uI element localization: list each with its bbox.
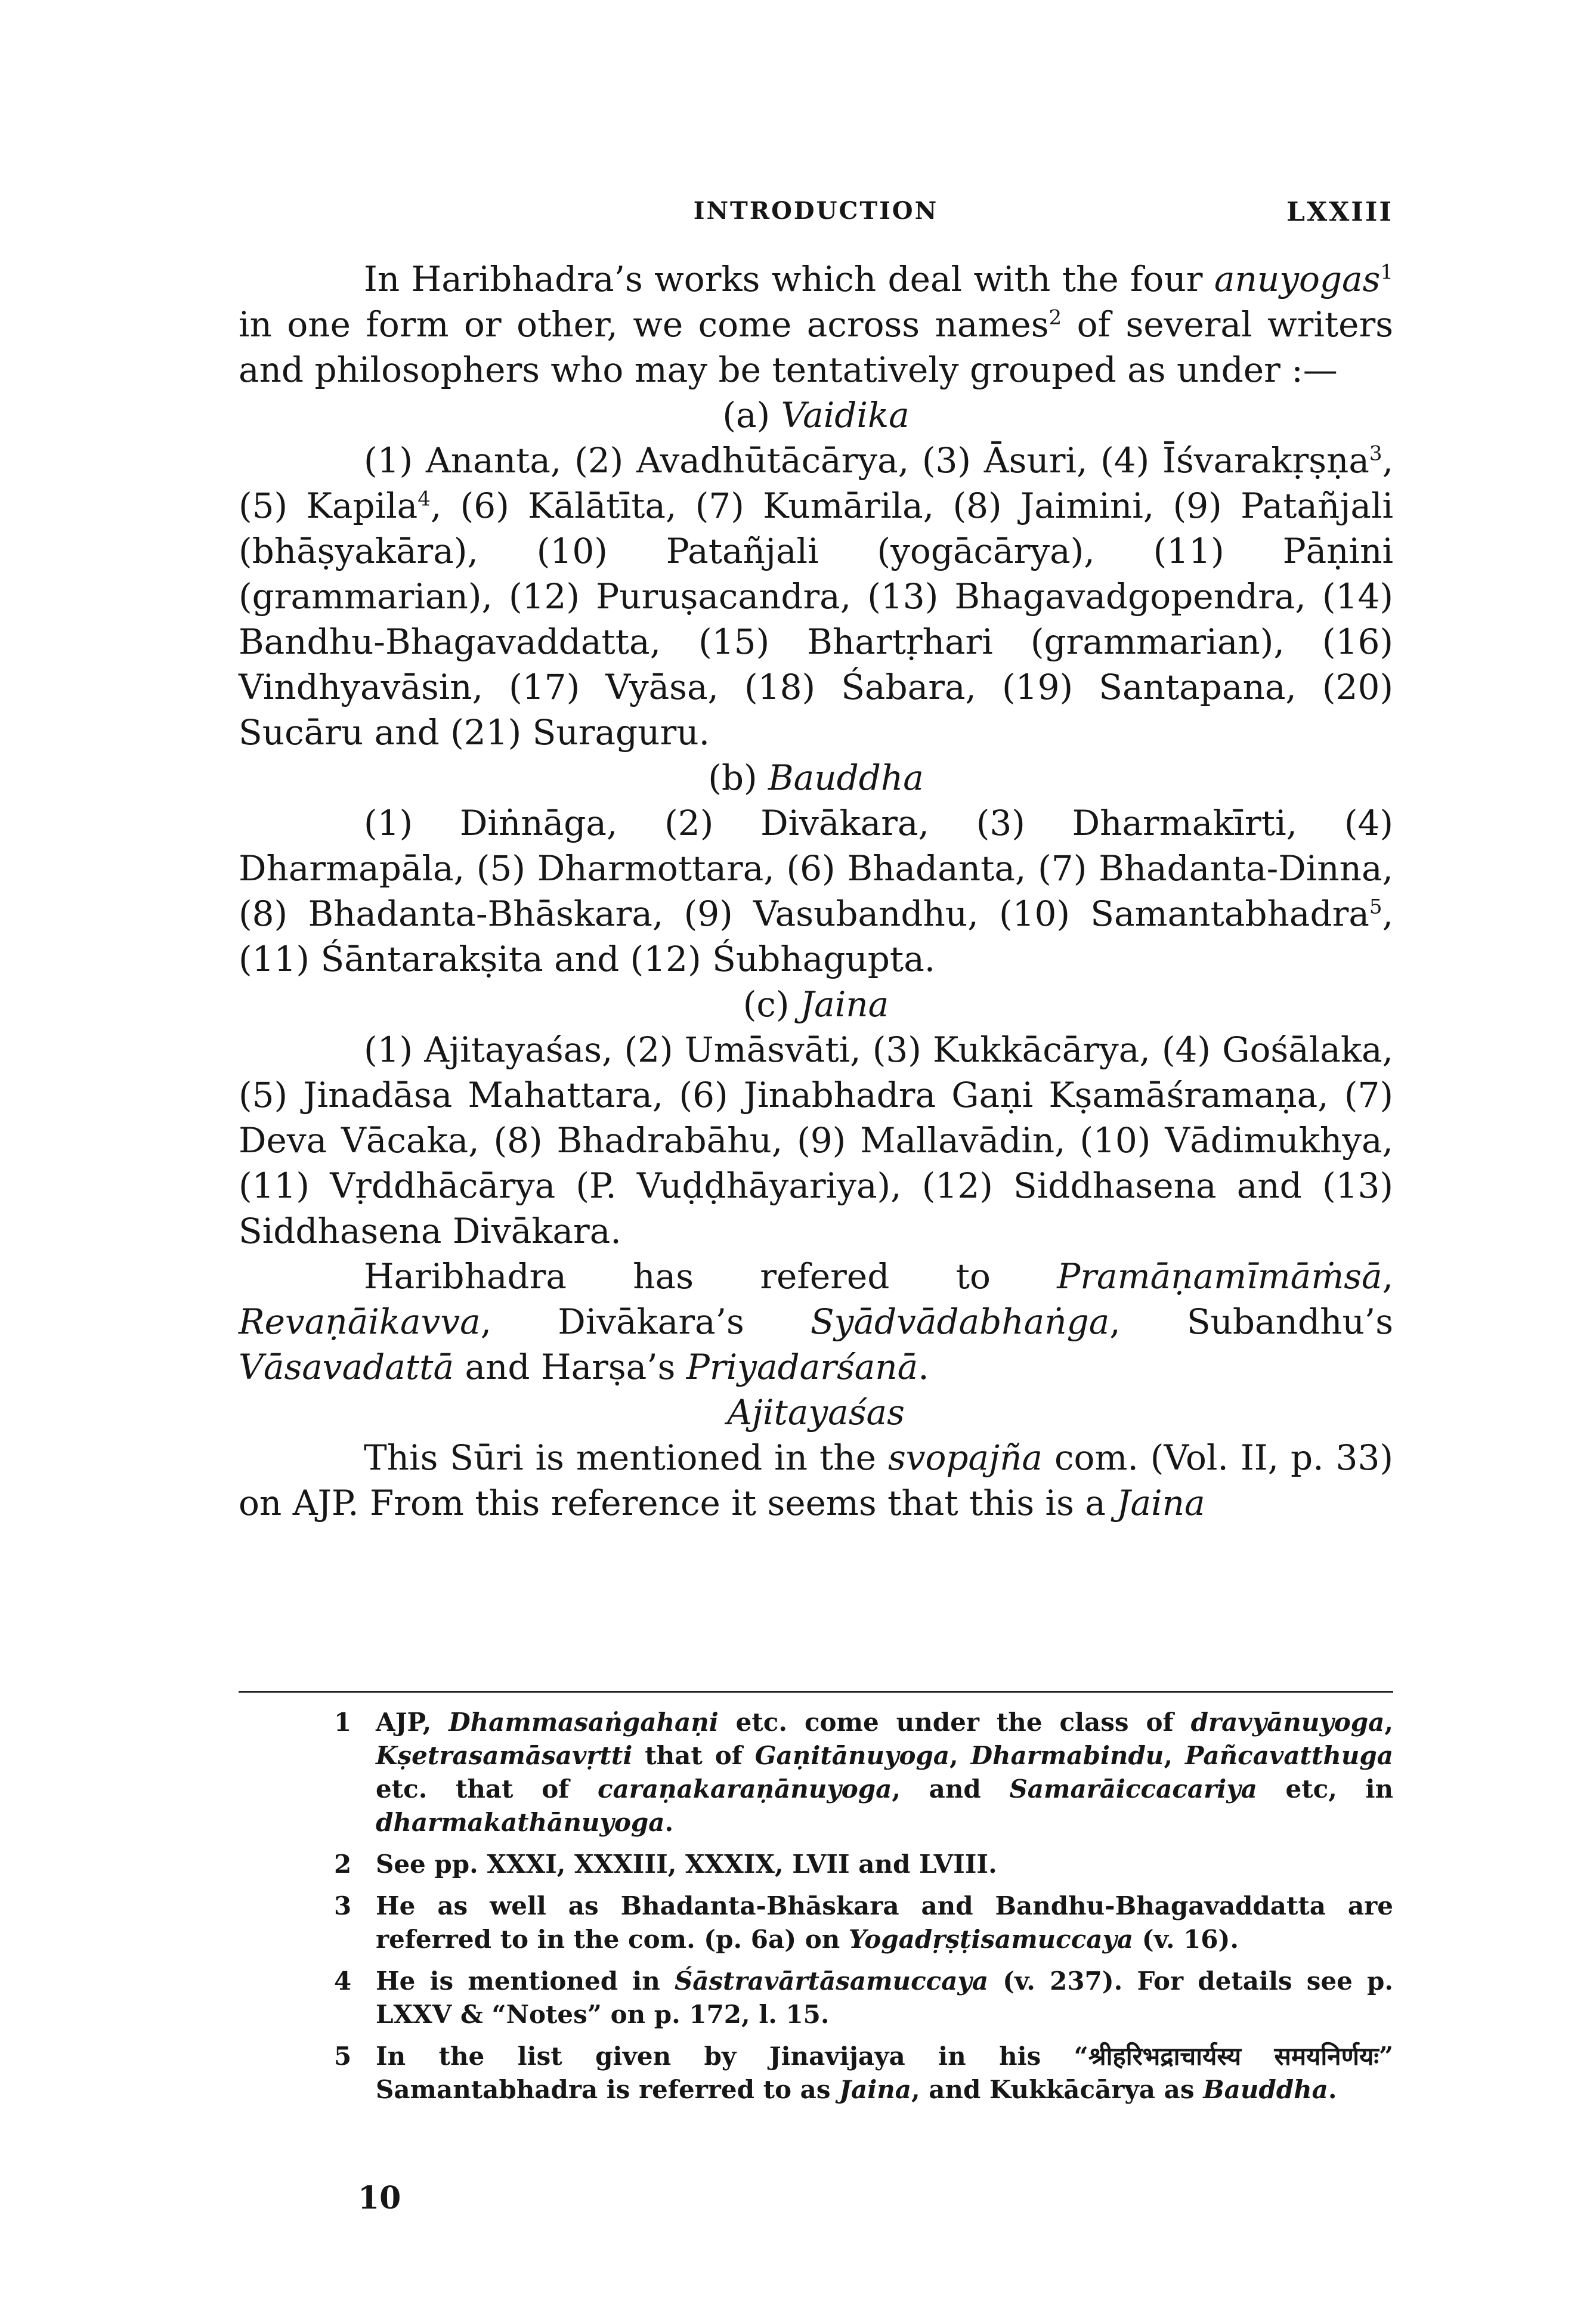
heading-ajitayasas: Ajitayaśas [727,1392,905,1433]
intro-paragraph: In Haribhadra’s works which deal with the four anuyogas$^1$ in one form or other, we come across names$^2$ of several writers and philosophers who may be tentatively grouped as under :— [239,259,1393,390]
main-text [239,256,1393,1526]
footnote-1: 1 AJP, Dhammasaṅgahaṇi etc. come under the class of dravyānuyoga, Kṣetrasamāsavṛtti that of Gaṇitānuyoga, Dharmabindu, Pañcavatthuga etc. that of caraṇakaraṇānuyoga, and Samarāiccacariya etc, in dharmakathānuyoga. [334,1708,1394,1837]
header-title: INTRODUCTION [693,197,939,225]
footnotes [239,1706,1393,2115]
page-number: 10 [358,2180,401,2216]
footnote-5: 5 In the list given by Jinavijaya in his “श्रीहरिभद्राचार्यस्य समयनिर्णयः” Samantabhadra is referred to as Jaina, and Kukkācārya as Bauddha. [334,2042,1393,2104]
jaina-list: (1) Ajitayaśas, (2) Umāsvāti, (3) Kukkācārya, (4) Gośālaka, (5) Jinadāsa Mahattara, (6) Jinabhadra Gaṇi Kṣamāśramaṇa, (7) Deva Vācaka, (8) Bhadrabāhu, (9) Mallavādin, (10) Vādimukhya, (11) Vṛddhācārya (P. Vuḍḍhāyariya), (12) Siddhasena and (13) Siddhasena Divākara. [239,1029,1393,1251]
referred-works-paragraph: Haribhadra has refered to Pramāṇamīmāṁsā, Revaṇāikavva, Divākara’s Syādvādabhaṅga, Subandhu’s Vāsavadattā and Harṣa’s Priyadarśanā. [239,1256,1394,1387]
footnote-ref-4: 4 [417,487,431,511]
running-header [239,197,1393,239]
footnote-ref-2: 2 [1048,305,1062,330]
header-page-roman: LXXIII [1286,197,1393,227]
ajitayasas-paragraph: This Sūri is mentioned in the svopajña com. (Vol. II, p. 33) on AJP. From this reference it seems that this is a Jaina [239,1437,1393,1523]
heading-vaidika: (a) Vaidika [722,395,910,435]
bauddha-list: (1) Diṅnāga, (2) Divākara, (3) Dharmakīrti, (4) Dharmapāla, (5) Dharmottara, (6) Bhadanta, (7) Bhadanta-Dinna, (8) Bhadanta-Bhāskara, (9) Vasubandhu, (10) Samantabhadra$^5$, (11) Śāntarakṣita and (12) Śubhagupta. [239,803,1393,979]
footnote-ref-1: 1 [1380,260,1393,284]
anuyogas-term: anuyogas [1214,259,1381,299]
footnote-ref-3: 3 [1369,441,1382,466]
footnote-divider [239,1691,1393,1693]
footnote-4: 4 He is mentioned in Śāstravārtāsamuccaya (v. 237). For details see p. LXXV & “Notes” on p. 172, l. 15. [334,1966,1393,2029]
heading-jaina: (c) Jaina [743,984,889,1025]
footnote-3: 3 He as well as Bhadanta-Bhāskara and Bandhu-Bhagavaddatta are referred to in the com. (p. 6a) on Yogadṛṣṭisamuccaya (v. 16). [334,1891,1393,1954]
heading-bauddha: (b) Bauddha [708,757,924,798]
footnote-2: 2 See pp. XXXI, XXXIII, XXXIX, LVII and LVIII. [334,1850,997,1879]
footnote-ref-5: 5 [1369,895,1382,919]
vaidika-list: (1) Ananta, (2) Avadhūtācārya, (3) Āsuri, (4) Īśvarakṛṣṇa$^3$, (5) Kapila$^4$, (6) Kālātīta, (7) Kumārila, (8) Jaimini, (9) Patañjali (bhāṣyakāra), (10) Patañjali (yogācārya), (11) Pāṇini (grammarian), (12) Puruṣacandra, (13) Bhagavadgopendra, (14) Bandhu-Bhagavaddatta, (15) Bhartṛhari (grammarian), (16) Vindhyavāsin, (17) Vyāsa, (18) Śabara, (19) Santapana, (20) Sucāru and (21) Suraguru. [239,440,1393,753]
